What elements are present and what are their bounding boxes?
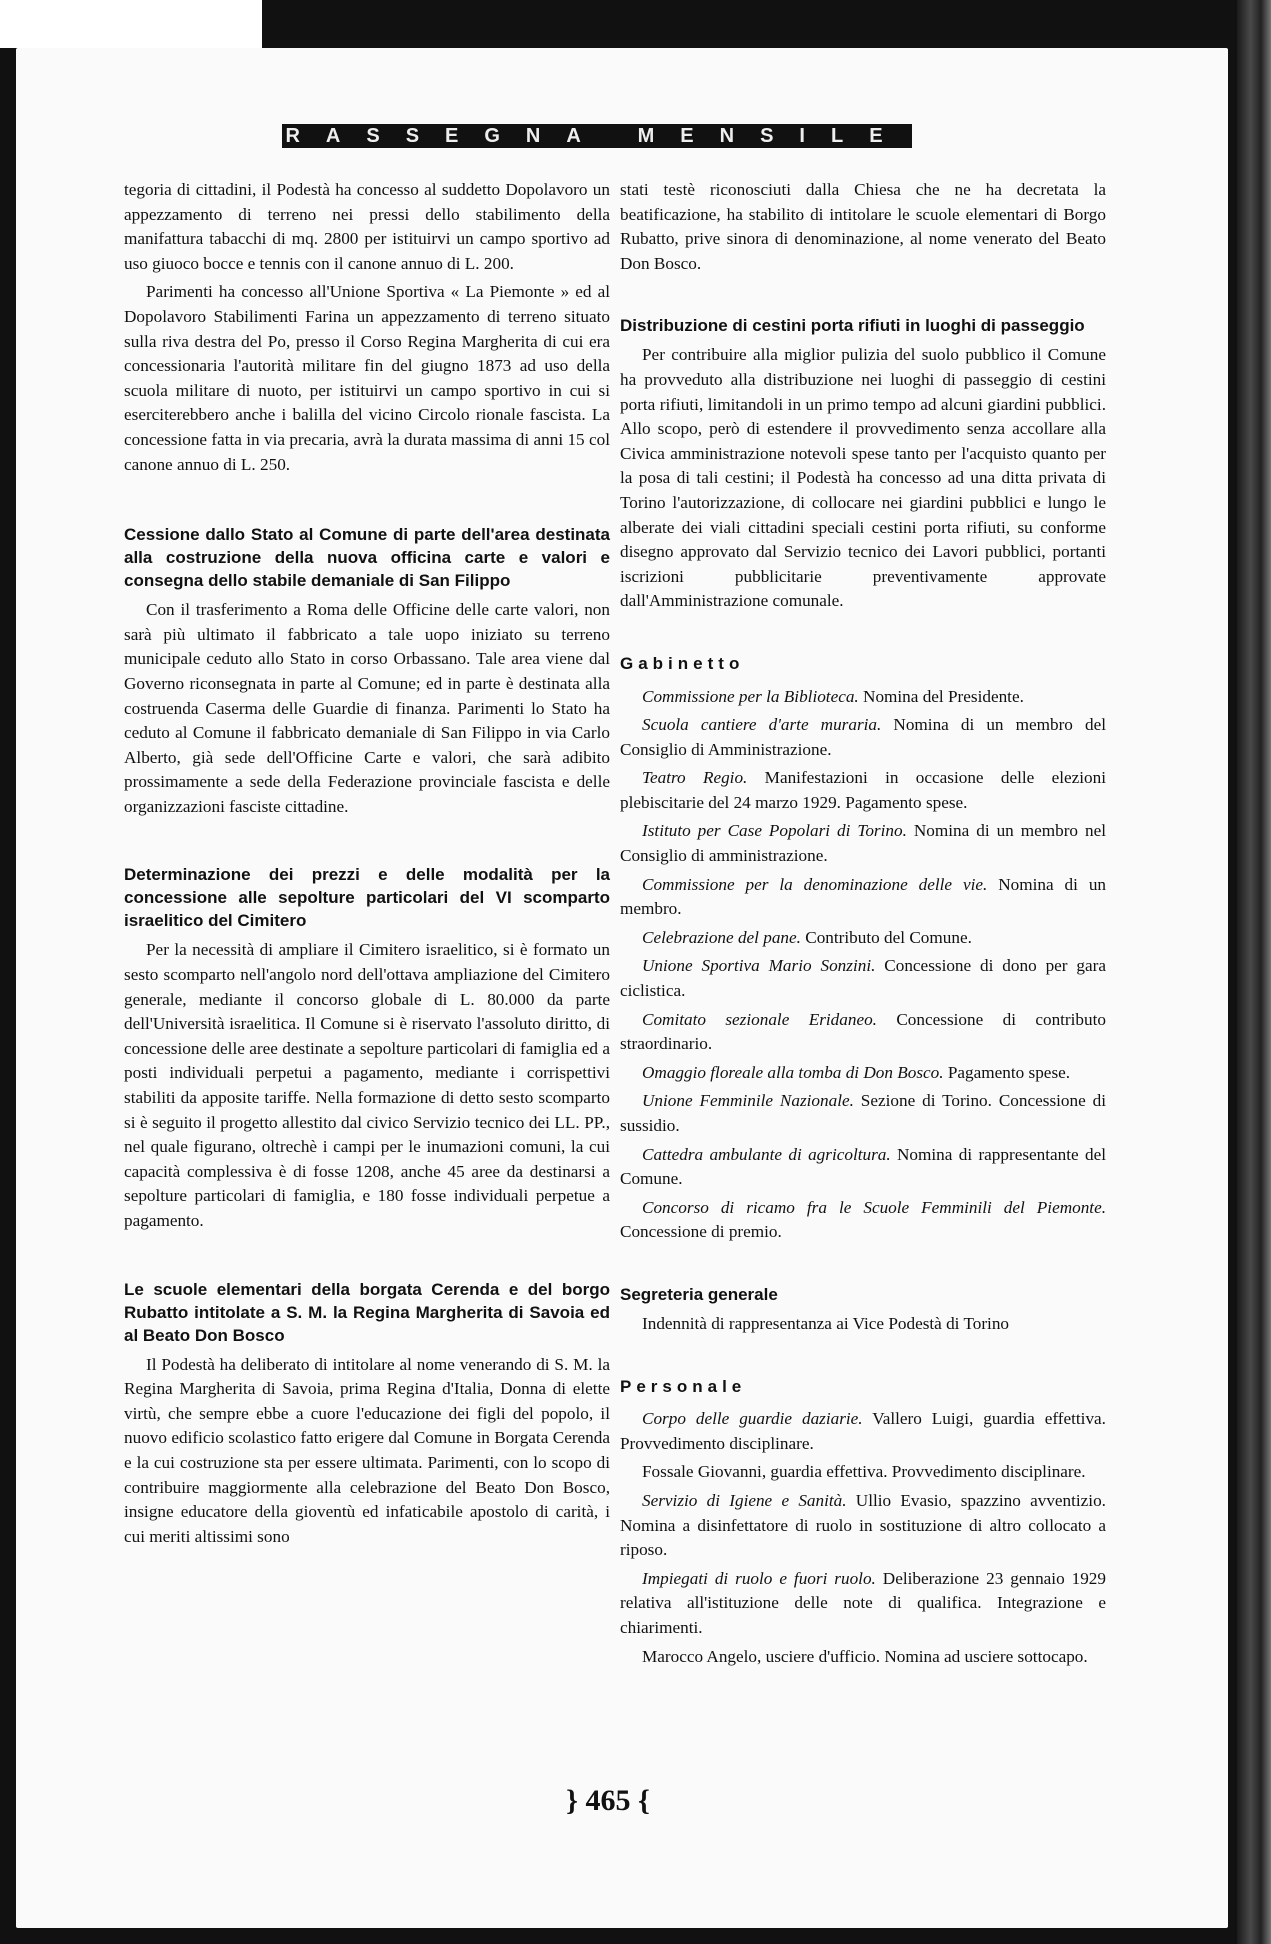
section-heading: Gabinetto [620,653,745,673]
entry-text: Fossale Giovanni, guardia effettiva. Provvedimento disciplinare. [642,1462,1086,1482]
entry-text: Nomina di un membro del Consiglio di Amministrazione. [620,715,1106,759]
section-heading: Distribuzione di cestini porta rifiuti in luoghi di passeggio [620,316,1085,336]
list-item [620,685,1106,710]
list-item [620,1407,1106,1456]
paragraph: Con il trasferimento a Roma delle Officine delle carte valori, non sarà più ultimato il fabbricato a tale uopo iniziato su terreno municipale ceduto allo Stato in corso Orbassano. Tale area viene dal Governo riconsegnata in parte al Comune; ed in parte è destinata alla costruenda Caserma delle Guardie di finanza. Parimenti lo Stato ha ceduto al Comune il fabbricato demaniale di San Filippo in via Carlo Alberto, già sede dell'Officine Carte e valori, che sarà adibito prossimamente a sede della Federazione provinciale fascista e delle organizzazioni fasciste cittadine. [124,600,610,816]
entry-title: Servizio di Igiene e Sanità. [642,1490,847,1510]
personale-list [620,1407,1106,1669]
left-column [124,178,610,1553]
paragraph: tegoria di cittadini, il Podestà ha concesso al suddetto Dopolavoro un appezzamento di terreno nei pressi dello stabilimento della manifattura tabacchi di mq. 2800 per istituirvi un campo sportivo ad uso giuoco bocce e tennis con il canone annuo di L. 200. [124,180,610,273]
entry-text: Sezione di Torino. Concessione di sussidio. [620,1091,1106,1135]
entry-text: Nomina di un membro. [620,874,1107,919]
entry-title: Istituto per Case Popolari di Torino. [642,821,907,841]
masthead: RASSEGNA MENSILE [282,124,912,148]
paragraph: Indennità di rappresentanza ai Vice Podestà di Torino [642,1313,1010,1333]
list-item [620,1489,1106,1563]
entry-text: Contributo del Comune. [800,927,972,947]
list-item [620,1143,1106,1192]
entry-title: Commissione per la Biblioteca. [642,686,859,706]
section-heading: Le scuole elementari della borgata Cerenda e del borgo Rubatto intitolate a S. M. la Regina Margherita di Savoia ed al Beato Don Bosco [124,1279,610,1345]
section-heading: Segreteria generale [620,1284,778,1304]
entry-title: Scuola cantiere d'arte muraria. [642,715,882,735]
list-item [620,926,1106,951]
entry-text: Concessione di premio. [620,1222,782,1242]
section-heading: Determinazione dei prezzi e delle modalità per la concessione alle sepolture particolari del VI scomparto israelitico del Cimitero [124,865,610,931]
entry-title: Omaggio floreale alla tomba di Don Bosco. [642,1062,944,1082]
page-number: } 465 { [566,1784,650,1817]
list-item [620,1196,1106,1245]
entry-title: Unione Femminile Nazionale. [642,1091,854,1111]
entry-text: Pagamento spese. [943,1062,1071,1082]
list-item [620,873,1106,922]
entry-title: Commissione per la denominazione delle vie. [642,874,988,894]
scan-edge [1237,0,1271,1944]
entry-text: Nomina di rappresentante del Comune. [620,1144,1106,1189]
paragraph: stati testè riconosciuti dalla Chiesa che ne ha decretata la beatificazione, ha stabilito di intitolare le scuole elementari di Borgo Rubatto, prive sinora di denominazione, al nome venerato del Beato Don Bosco. [620,180,1106,273]
list-item [620,1567,1106,1641]
list-item [620,1460,1106,1485]
entry-text: Nomina del Presidente. [858,686,1024,706]
scan-margin [0,0,262,48]
entry-title: Teatro Regio. [642,768,748,788]
entry-title: Celebrazione del pane. [642,927,801,947]
paragraph: Per contribuire alla miglior pulizia del suolo pubblico il Comune ha provveduto alla distribuzione nei luoghi di passeggio di cestini porta rifiuti, limitandoli in un primo tempo ad alcuni giardini pubblici. Allo scopo, però di estendere il provvedimento senza accollare alla Civica amministrazione notevoli spese tanto per l'acquisto quanto per la posa di tali cestini; il Podestà ha concesso ad una ditta privata di Torino l'autorizzazione, di collocare nei giardini pubblici e lungo le alberate dei viali cittadini speciali cestini porta rifiuti, su conforme disegno approvato dal Servizio tecnico dei Lavori pubblici, portanti iscrizioni pubblicitarie preventivamente approvate dall'Amministrazione comunale. [620,345,1106,611]
entry-text: Concessione di dono per gara ciclistica. [620,956,1106,1001]
entry-title: Corpo delle guardie daziarie. [642,1409,863,1429]
entry-title: Concorso di ricamo fra le Scuole Femminili del Piemonte. [642,1197,1106,1217]
list-item [620,954,1106,1003]
entry-text: Concessione di contributo straordinario. [620,1009,1106,1054]
section-heading: Personale [620,1376,747,1396]
entry-text: Nomina di un membro nel Consiglio di amministrazione. [620,821,1106,866]
section-heading: Cessione dallo Stato al Comune di parte dell'area destinata alla costruzione della nuova officina carte e valori e consegna dello stabile demaniale di San Filippo [124,525,610,591]
entry-text: Ullio Evasio, spazzino avventizio. Nomina a disinfettatore di ruolo in sostituzione di altro collocato a riposo. [620,1490,1106,1560]
entry-text: Manifestazioni in occasione delle elezioni plebiscitarie del 24 marzo 1929. Pagamento spese. [620,768,1106,812]
paragraph: Il Podestà ha deliberato di intitolare al nome venerando di S. M. la Regina Margherita di Savoia, prima Regina d'Italia, Donna di elette virtù, che sempre ebbe a cuore l'educazione dei figli del popolo, il nuovo edificio scolastico fatto erigere dal Comune in Borgata Cerenda e la cui costruzione sta per essere ultimata. Parimenti, con lo scopo di contribuire maggiormente alla celebrazione del Beato Don Bosco, insigne educatore della gioventù ed infaticabile apostolo di carità, i cui meriti altissimi sono [124,1354,610,1546]
entry-title: Impiegati di ruolo e fuori ruolo. [642,1568,876,1588]
entry-text: Marocco Angelo, usciere d'ufficio. Nomina ad usciere sottocapo. [642,1646,1088,1666]
list-item [620,819,1106,868]
paragraph: Parimenti ha concesso all'Unione Sportiva « La Piemonte » ed al Dopolavoro Stabilimenti Farina un appezzamento di terreno situato sulla riva destra del Po, presso il Corso Regina Margherita di cui era concessionaria l'autorità militare fin del giugno 1873 ad uso della scuola militare di nuoto, per istituirvi un campo sportivo in cui si eserciterebbero anche i balilla del vicino Circolo rionale fascista. La concessione fatta in via precaria, avrà la durata massima di anni 15 col canone annuo di L. 250. [124,282,610,474]
list-item [620,1645,1106,1670]
list-item [620,766,1106,815]
list-item [620,1061,1106,1086]
list-item [620,1008,1106,1057]
list-item [620,713,1106,762]
gabinetto-list [620,685,1106,1245]
right-column [620,178,1106,1673]
entry-title: Cattedra ambulante di agricoltura. [642,1144,891,1164]
entry-title: Comitato sezionale Eridaneo. [642,1009,877,1029]
entry-text: Deliberazione 23 gennaio 1929 relativa all'istituzione delle note di qualifica. Integrazione e chiarimenti. [620,1568,1106,1637]
entry-text: Vallero Luigi, guardia effettiva. Provvedimento disciplinare. [620,1409,1106,1453]
entry-title: Unione Sportiva Mario Sonzini. [642,956,876,976]
paragraph: Per la necessità di ampliare il Cimitero israelitico, si è formato un sesto scomparto nell'angolo nord dell'ottava ampliazione del Cimitero generale, mediante il concorso globale di L. 80.000 da parte dell'Università israelitica. Il Comune si è riservato l'assoluto diritto, di concessione delle aree destinate a sepolture particolari di famiglia ed a posti individuali perpetui a pagamento, mediante i corrispettivi stabiliti da apposite tariffe. Nella formazione di detto sesto scomparto si è seguito il progetto allestito dal civico Servizio tecnico dei LL. PP., nel quale figurano, oltrechè i campi per le inumazioni comuni, la cui capacità complessiva è di fosse 1208, anche 45 aree da destinarsi a sepolture particolari di famiglia, e 180 fosse individuali perpetue a pagamento. [124,940,610,1230]
list-item [620,1089,1106,1138]
